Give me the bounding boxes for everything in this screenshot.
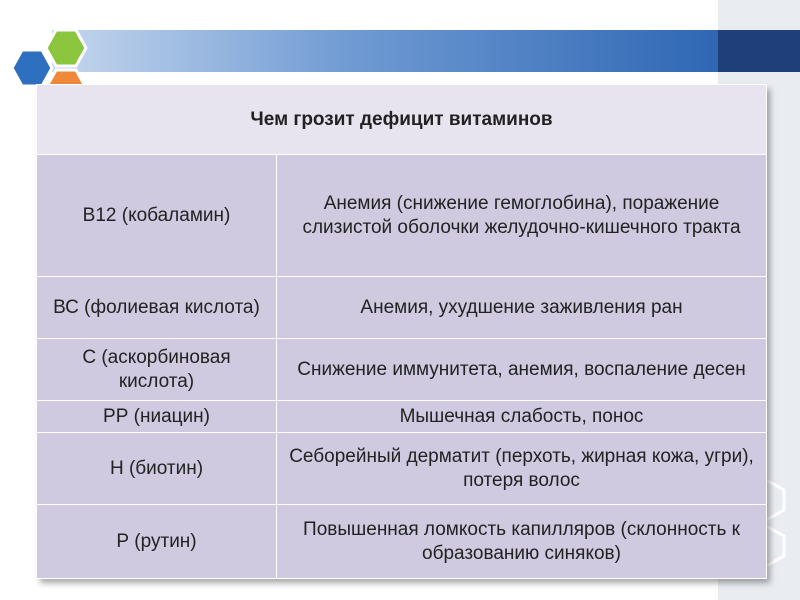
- vitamin-cell: В12 (кобаламин): [37, 155, 277, 277]
- table-row: [37, 505, 767, 579]
- header-gradient-bar: [52, 30, 718, 72]
- effect-cell: Анемия (снижение гемоглобина), поражение слизистой оболочки желудочно-кишечного тракта: [277, 155, 767, 277]
- effect-cell: Повышенная ломкость капилляров (склонность к образованию синяков): [277, 505, 767, 579]
- hexagon-green-icon: [46, 30, 86, 66]
- vitamin-cell: С (аскорбиновая кислота): [37, 339, 277, 401]
- table-row: [37, 401, 767, 433]
- vitamin-cell: РР (ниацин): [37, 401, 277, 433]
- effect-cell: Анемия, ухудшение заживления ран: [277, 277, 767, 339]
- vitamin-cell: Р (рутин): [37, 505, 277, 579]
- vitamin-deficiency-table: [36, 84, 767, 579]
- hexagon-blue-icon: [12, 50, 52, 86]
- effect-cell: Мышечная слабость, понос: [277, 401, 767, 433]
- vitamin-cell: Н (биотин): [37, 433, 277, 505]
- vitamin-deficiency-table-container: [36, 84, 766, 578]
- table-header-row: [37, 85, 767, 155]
- header-dark-block: [718, 30, 800, 72]
- table-row: [37, 277, 767, 339]
- table-row: [37, 433, 767, 505]
- effect-cell: Себорейный дерматит (перхоть, жирная кожа, угри), потеря волос: [277, 433, 767, 505]
- effect-cell: Снижение иммунитета, анемия, воспаление десен: [277, 339, 767, 401]
- table-title: Чем грозит дефицит витаминов: [37, 85, 767, 155]
- table-row: [37, 155, 767, 277]
- vitamin-cell: ВС (фолиевая кислота): [37, 277, 277, 339]
- table-row: [37, 339, 767, 401]
